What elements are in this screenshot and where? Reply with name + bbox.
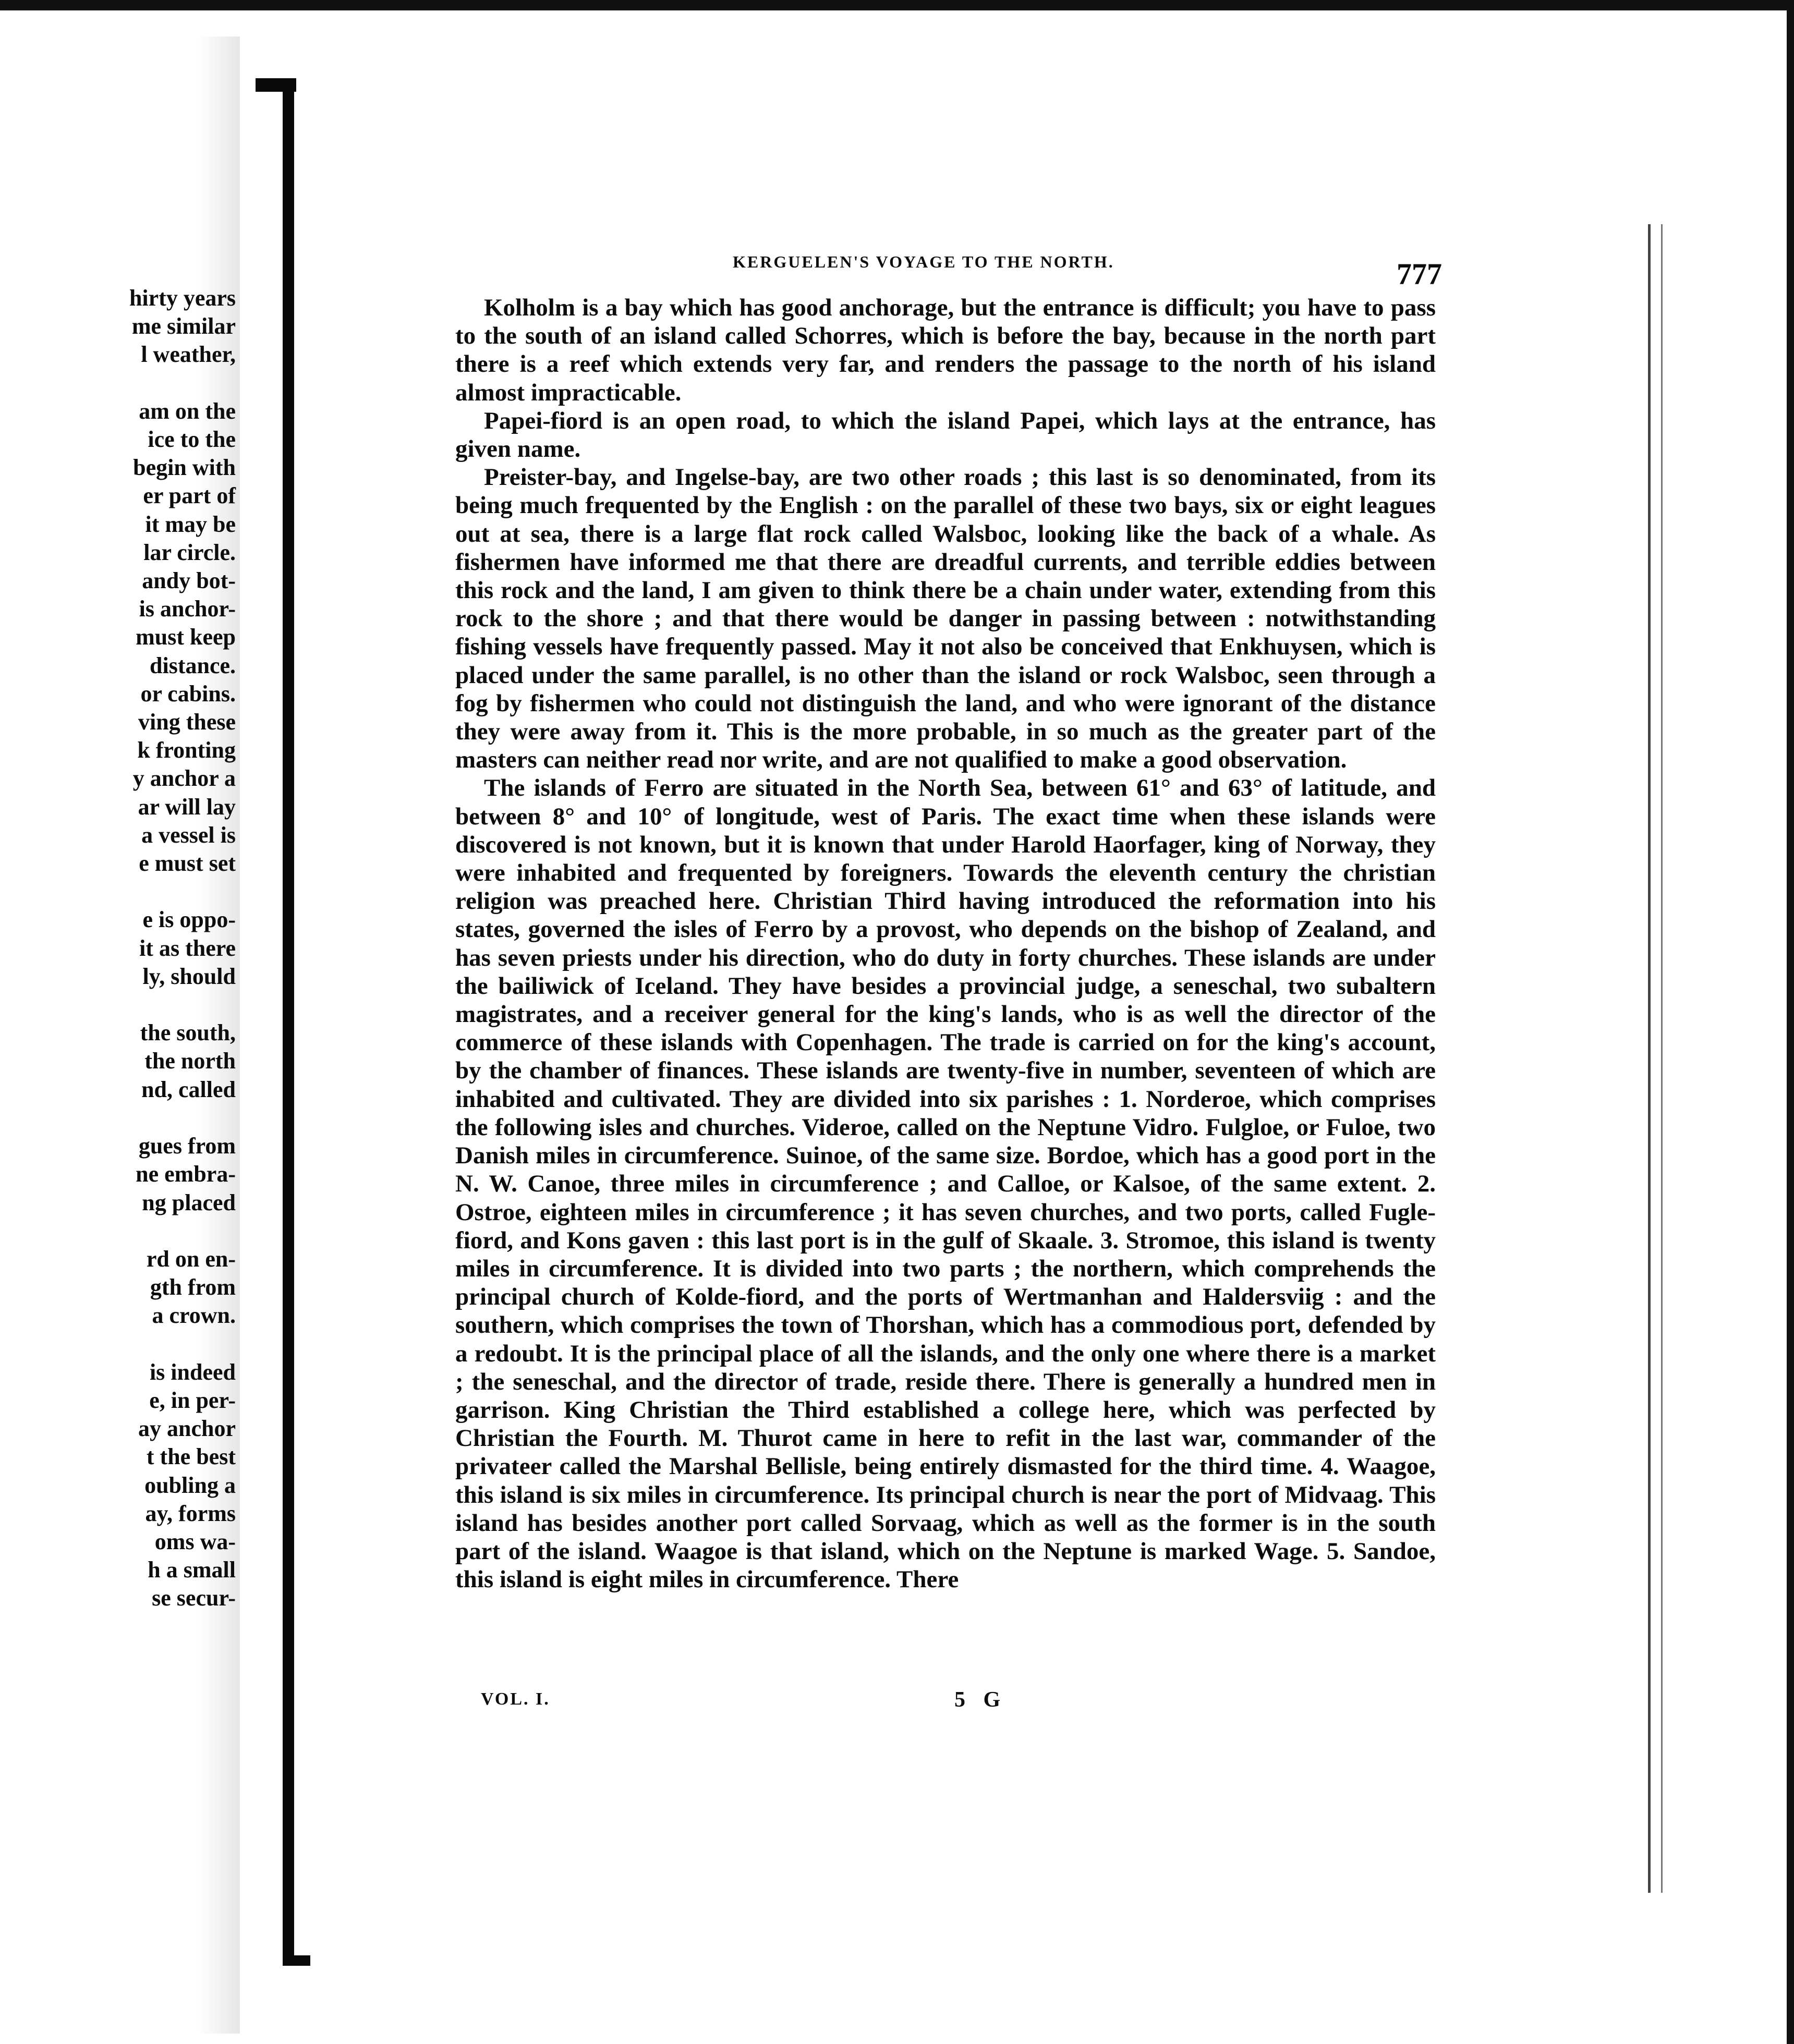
paragraph: Papei-fiord is an open road, to which the island Papei, which lays at the entrance, has given name. — [455, 407, 1436, 463]
volume-marker: VOL. I. — [481, 1689, 550, 1709]
page-edge-line — [1648, 224, 1651, 1893]
paragraph: Kolholm is a bay which has good anchorage, but the entrance is difficult; you have to pass to the south of an island called Schorres, which is before the bay, because in the north part there is a reef which extends very far, and renders the passage to the north of his island almost impracticable. — [455, 294, 1436, 406]
binding-rule — [283, 78, 294, 1966]
previous-page-margin — [0, 36, 240, 2034]
scan-frame-top — [0, 0, 1794, 10]
page-edge-line-outer — [1661, 224, 1663, 1893]
page-number: 777 — [1397, 257, 1442, 291]
paragraph: Preister-bay, and Ingelse-bay, are two other roads ; this last is so denominated, from its being much frequented by the English : on the parallel of these two bays, six or eight leagues out at sea, there is a large flat rock called Walsboc, looking like the back of a whale. As fishermen have informed me that there are dreadful currents, and terrible eddies between this rock and the land, I am given to think there be a chain under water, extending from this rock to the shore ; and that there would be danger in passing between : notwithstanding fishing vessels have frequently passed. May it not also be conceived that Enkhuysen, which is placed under the same parallel, is no other than the island or rock Walsboc, seen through a fog by fishermen who could not distinguish the land, and who were ignorant of the distance they were away from it. This is the more probable, in so much as the greater part of the masters can neither read nor write, and are not qualified to make a good observation. — [455, 464, 1436, 774]
paragraph: The islands of Ferro are situated in the North Sea, between 61° and 63° of latitude, and between 8° and 10° of longitude, west of Paris. The exact time when these islands were discovered is not known, but it is known that under Harold Haorfager, king of Norway, they were inhabited and frequented by foreigners. Towards the eleventh century the christian religion was preached here. Christian Third having introduced the reformation into his states, governed the isles of Ferro by a provost, who depends on the bishop of Zealand, and has seven priests under his direction, who do duty in forty churches. These islands are under the bailiwick of Iceland. They have besides a provincial judge, a seneschal, two subaltern magistrates, and a receiver general for the king's lands, who is as well the director of the commerce of these islands with Copenhagen. The trade is carried on for the king's account, by the chamber of finances. These islands are twenty-five in number, seventeen of which are inhabited and cultivated. They are divided into six parishes : 1. Norderoe, which comprises the following isles and churches. Videroe, called on the Neptune Vidro. Fulgloe, or Fuloe, two Danish miles in circumference. Suinoe, of the same size. Bordoe, which has a good port in the N. W. Canoe, three miles in circumference ; and Calloe, or Kalsoe, of the same extent. 2. Ostroe, eighteen miles in circumference ; it has seven churches, and two ports, called Fugle-fiord, and Kons gaven : this last port is in the gulf of Skaale. 3. Stromoe, this island is twenty miles in circumference. It is divided into two parts ; the northern, which comprehends the principal church of Kolde-fiord, and the ports of Wertmanhan and Haldersviig : and the southern, which comprises the town of Thorshan, which has a commodious port, defended by a redoubt. It is the principal place of all the islands, and the only one where there is a market ; the seneschal, and the director of trade, reside there. There is generally a hundred men in garrison. King Christian the Third established a college here, which was perfected by Christian the Fourth. M. Thurot came in here to refit in the last war, commander of the privateer called the Marshal Bellisle, being entirely dismasted for the third time. 4. Waagoe, this island is six miles in circumference. Its principal church is near the port of Midvaag. This island has besides another port called Sorvaag, which as well as the former is in the south part of the island. Waagoe is that island, which on the Neptune is marked Wage. 5. Sandoe, this island is eight miles in circumference. There — [455, 774, 1436, 1593]
previous-page-text-fragments: hirty years me similar l weather, am on the ice to the begin with er part of it may be lar circle. andy bot- is anchor- must keep distance. or cabins. ving these k fronting y anchor a ar will lay a vessel is e must set e is oppo- it as there ly, should the south, the north nd, called gues from ne embra- ng placed rd on en- gth from a crown. is indeed e, in per- ay anchor t the best oubling a ay, forms oms wa- h a small se secur- — [129, 285, 236, 1611]
signature-mark: 5 G — [954, 1688, 1007, 1712]
body-text — [455, 294, 1436, 1593]
running-head: KERGUELEN'S VOYAGE TO THE NORTH. — [733, 252, 1114, 271]
scan-frame-right — [1787, 0, 1794, 2044]
binding-rule-foot — [289, 1955, 310, 1966]
